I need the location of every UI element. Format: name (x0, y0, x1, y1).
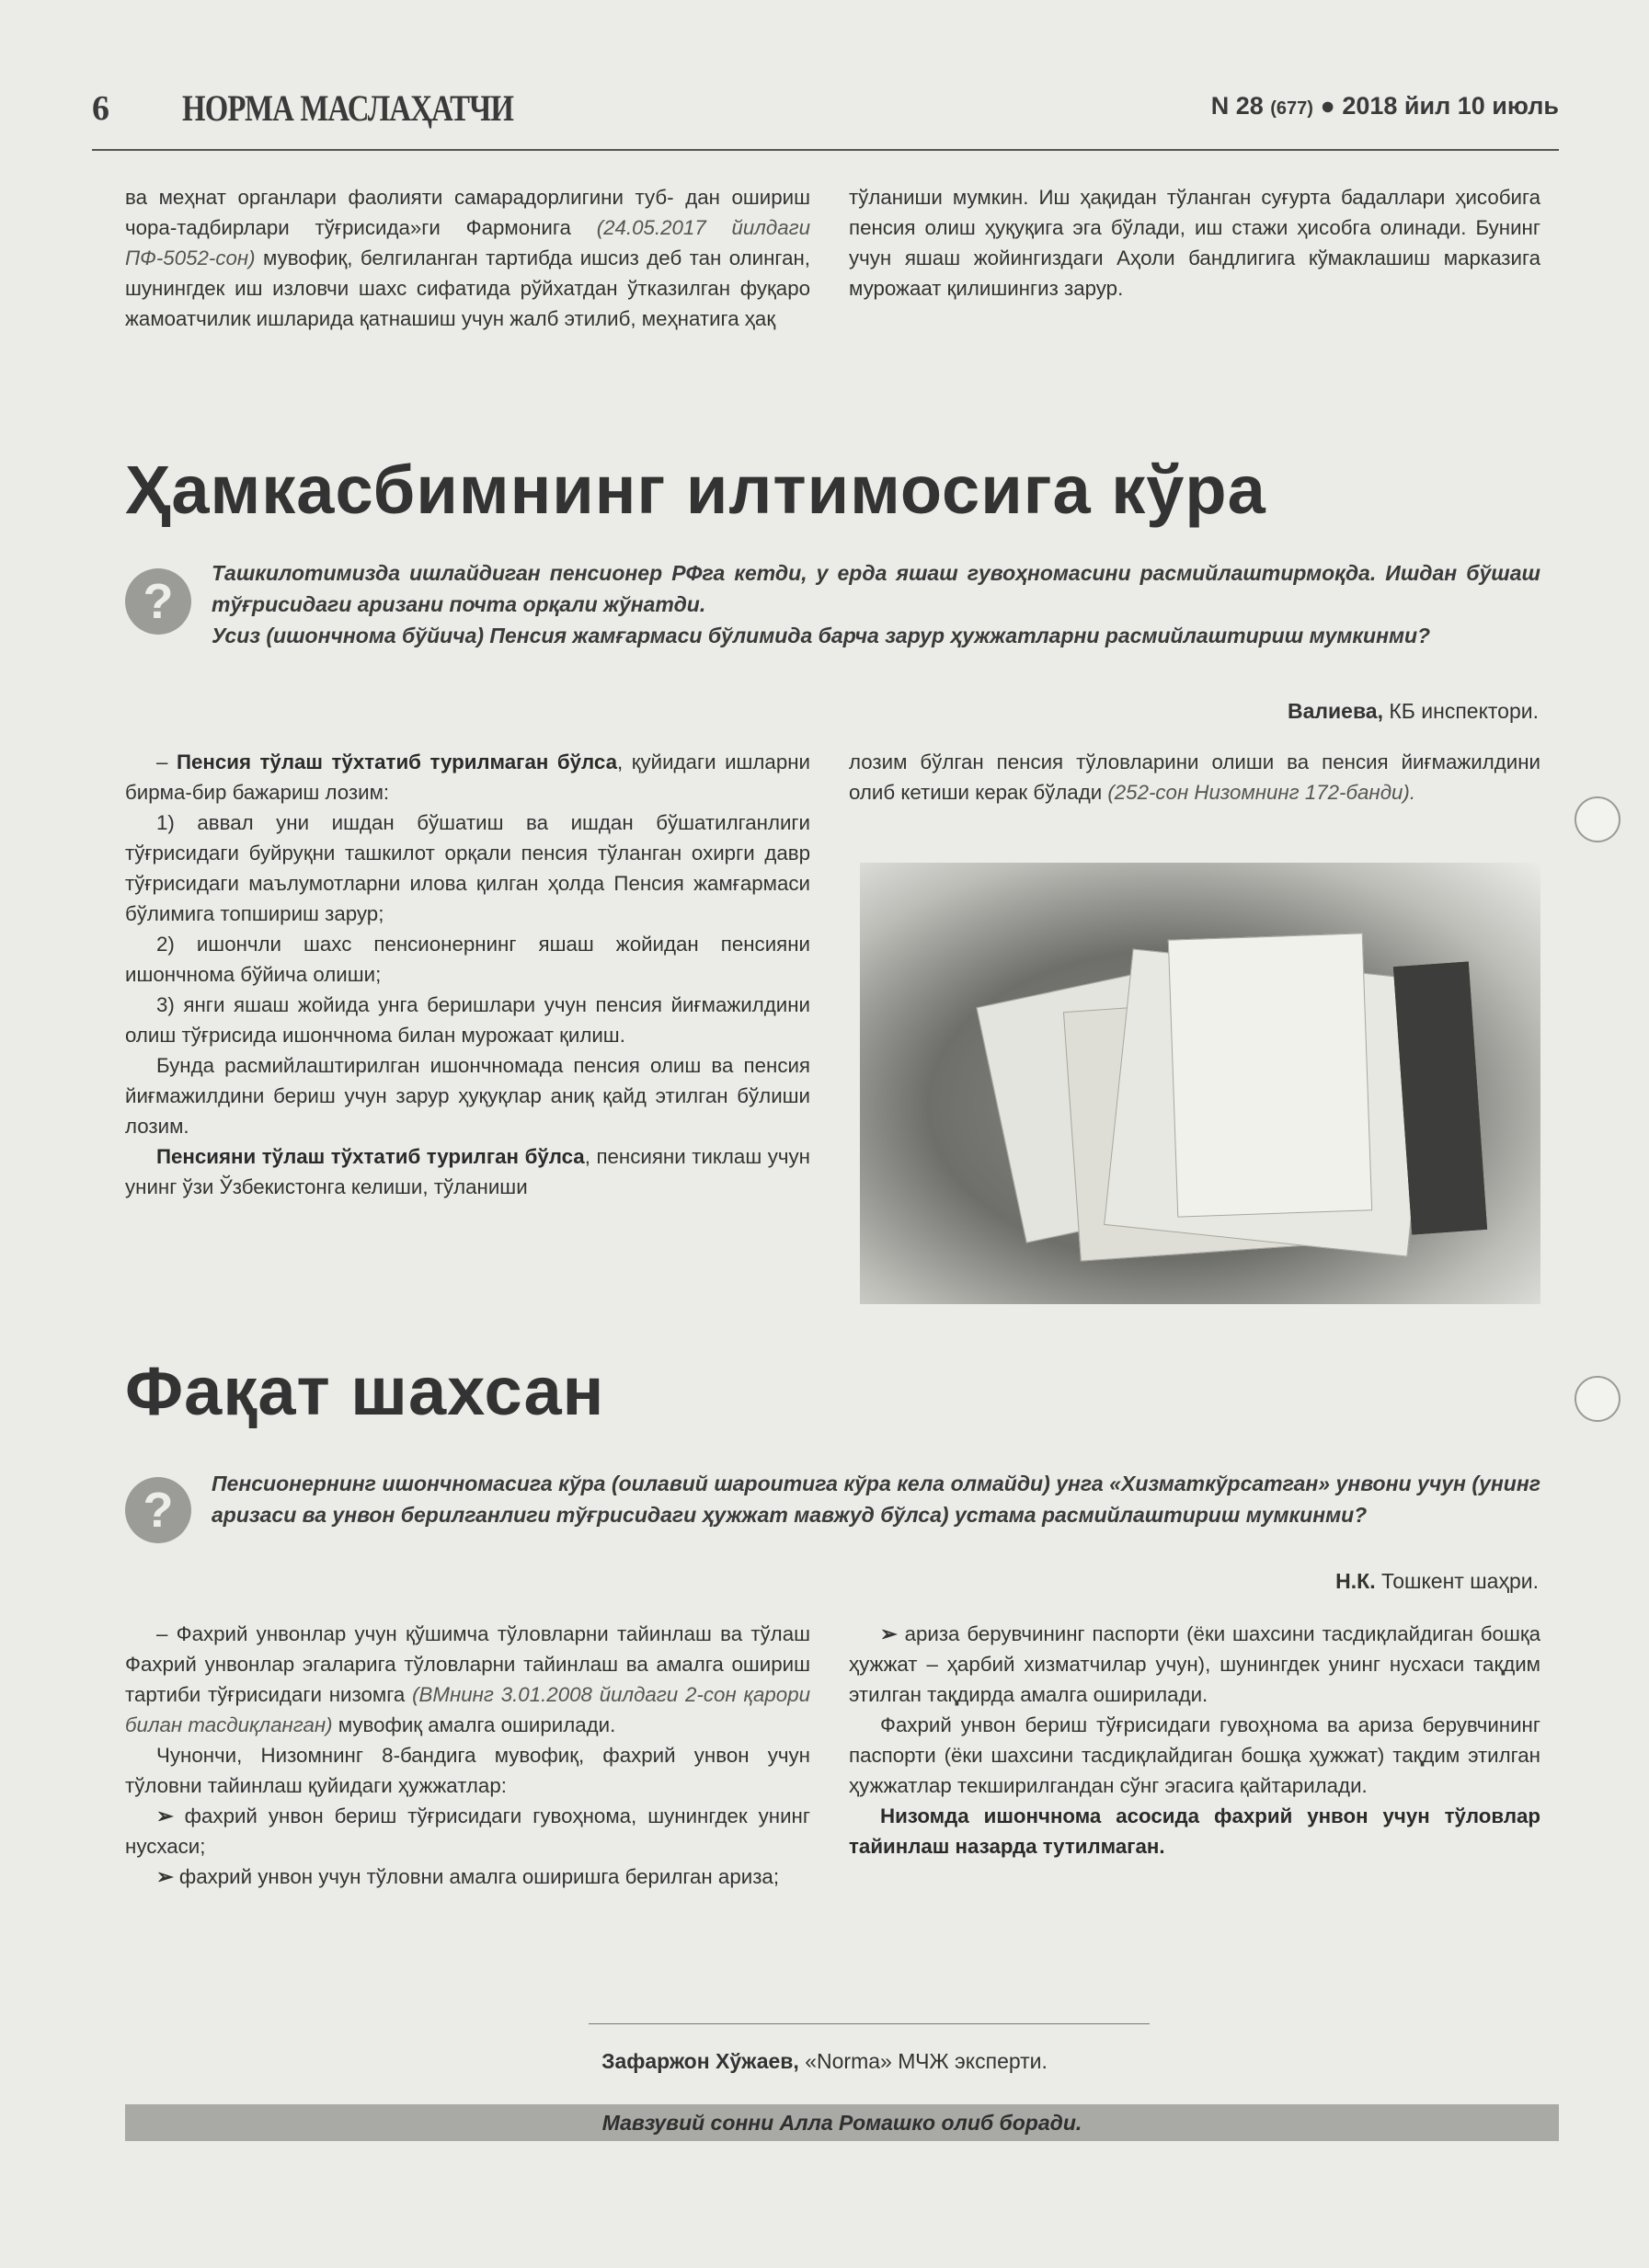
issue-number: N 28 (1210, 92, 1264, 120)
page-number: 6 (92, 89, 109, 128)
arrow-bullet-icon: ➢ (156, 1865, 174, 1888)
answer-p3-bold: Пенсияни тўлаш тўхтатиб турилган бўлса (156, 1145, 585, 1168)
section1-asker (1288, 699, 1539, 724)
intro-column-2 (849, 182, 1540, 304)
s2-col2-p2: Фахрий унвон бериш тўғрисидаги гувоҳнома ва ариза берувчининг паспорти (ёки шахсини тасдиқлайдиган бошқа ҳужжат) тақдим этилган ҳужжатлар текширилгандан сўнг эгасига қайтарилади. (849, 1713, 1540, 1797)
section1-question-p2: Усиз (ишончнома бўйича) Пенсия жамғармаси бўлимида барча зарур ҳужжатларни расмийлаштириш мумкинми? (212, 624, 1431, 647)
section1-answer-column-1 (125, 747, 810, 1202)
section1-heading: Ҳамкасбимнинг илтимосига кўра (125, 452, 1266, 528)
s2-bullet-1: фахрий унвон бериш тўғрисидаги гувоҳнома, шунингдек унинг нусхаси; (125, 1804, 810, 1858)
issue-total: (677) (1270, 98, 1313, 119)
s2-bullet-3: ариза берувчининг паспорти (ёки шахсини тасдиқлайдиган бошқа ҳужжат – ҳарбий хизматчилар учун), шунингдек унинг нусхаси тақдим этилган тақдирда амалга оширилади. (849, 1622, 1540, 1706)
section2-asker-name: Н.К. (1335, 1569, 1376, 1593)
answer-lead-bold: Пенсия тўлаш тўхтатиб турилмаган бўлса (176, 750, 617, 773)
s2-answer-ref: (ВМнинг 3.01.2008 йилдаги 2-сон қарори билан тасдиқланган) (125, 1683, 811, 1736)
header-rule (92, 149, 1559, 151)
answer-col2-text: лозим бўлган пенсия тўловларини олиши ва пенсия йиғмажилдини олиб кетиши керак бўлади (849, 750, 1540, 804)
answer-col2-ref: (252-сон Низомнинг 172-банди). (1107, 781, 1416, 804)
documents-photo (860, 863, 1540, 1304)
answer-dash: – (156, 750, 177, 773)
section1-question-p1: Ташкилотимизда ишлайдиган пенсионер РФга кетди, у ерда яшаш гувоҳномасини расмийлаштирмоқда. Ишдан бўшаш тўғрисидаги аризани почта орқали жўнатди. (212, 561, 1540, 616)
author-role: «Norma» МЧЖ эксперти. (798, 2049, 1048, 2073)
issue-bullet: ● (1320, 92, 1335, 120)
intro-line-1: ва меҳнат органлари фаолияти самарадорлигини туб- (125, 186, 674, 209)
issue-info (1211, 92, 1559, 120)
arrow-bullet-icon: ➢ (156, 1804, 174, 1827)
section2-heading: Фақат шахсан (125, 1353, 605, 1429)
intro-decree-ref: (24.05.2017 йилдаги ПФ-5052-сон) (125, 216, 811, 269)
intro-text-rest: мувофиқ, белгиланган тартибда ишсиз деб тан олинган, шунингдек иш изловчи шахс сифатида рўйхатдан ўтказилган фуқаро жамоатчилик ишларида қатнашиш учун жалб этилиб, меҳнатига ҳақ (125, 246, 810, 330)
answer-lead-rest: , қуйидаги ишларни бирма-бир бажариш лозим: (125, 750, 810, 804)
publication-title: НОРМА МАСЛАҲАТЧИ (182, 87, 514, 129)
intro-column-1 (125, 182, 810, 334)
section2-asker (1335, 1569, 1539, 1594)
s2-bullet-2: фахрий унвон учун тўловни амалга оширишга берилган ариза; (173, 1865, 780, 1888)
answer-item-2: 2) ишончли шахс пенсионернинг яшаш жойидан пенсияни ишончнома бўйича олиши; (125, 933, 810, 986)
section1-question (125, 557, 1540, 651)
section1-asker-name: Валиева, (1288, 699, 1383, 723)
section1-answer-column-2 (849, 747, 1540, 808)
s2-answer-p2: Чунончи, Низомнинг 8-бандига мувофиқ, фахрий унвон учун тўловни тайинлаш қуйидаги ҳужжатлар: (125, 1744, 810, 1797)
s2-col2-p3-bold: Низомда ишончнома асосида фахрий унвон учун тўловлар тайинлаш назарда тутилмаган. (849, 1804, 1540, 1858)
question-mark-icon: ? (125, 1477, 191, 1543)
editor-band: Мавзувий сонни Алла Ромашко олиб боради. (125, 2104, 1559, 2141)
question-mark-icon: ? (125, 568, 191, 635)
issue-date: 2018 йил 10 июль (1342, 92, 1559, 120)
arrow-bullet-icon: ➢ (880, 1622, 898, 1645)
binder-hole-icon (1575, 796, 1620, 842)
s2-answer-p1-rest: мувофиқ амалга оширилади. (332, 1713, 616, 1736)
intro-line-2: дан ошириш чора-тадбирлари тўғрисида»ги Фармонига (125, 186, 811, 239)
section1-asker-role: КБ инспектори. (1383, 699, 1539, 723)
answer-item-1: 1) аввал уни ишдан бўшатиш ва ишдан бўшатилганлиги тўғрисидаги буйруқни ташкилот орқали пенсия тўланган охирги давр тўғрисидаги маълумотларни илова қилган ҳолда Пенсия жамғармаси бўлимига топшириш зарур; (125, 811, 810, 925)
section2-asker-role: Тошкент шаҳри. (1375, 1569, 1539, 1593)
footer-rule (589, 2023, 1150, 2024)
answer-paragraph-2: Бунда расмийлаштирилган ишончномада пенсия олиш ва пенсия йиғмажилдини бериш учун зарур ҳуқуқлар аниқ қайд этилган бўлиши лозим. (125, 1054, 810, 1138)
author-name: Зафаржон Хўжаев, (601, 2049, 799, 2073)
intro-col2-text: тўланиши мумкин. Иш ҳақидан тўланган суғурта бадаллари ҳисобига пенсия олиш ҳуқуқига эга бўлади, иш стажи ҳисобга олинади. Бунинг учун яшаш жойингиздаги Аҳоли бандлигига кўмаклашиш марказига мурожаат қилишингиз зарур. (849, 186, 1540, 300)
s2-answer-p1: – Фахрий унвонлар учун қўшимча тўловларни тайинлаш ва тўлаш Фахрий унвонлар эгаларига тўловларни тайинлаш ва амалга ошириш тартиби тўғрисидаги низомга (125, 1622, 810, 1706)
binder-hole-icon (1575, 1376, 1620, 1422)
section2-answer-column-1 (125, 1619, 810, 1892)
answer-p3-rest: , пенсияни тиклаш учун унинг ўзи Ўзбекистонга келиши, тўланиши (125, 1145, 810, 1198)
author-line (0, 2049, 1649, 2074)
answer-item-3: 3) янги яшаш жойида унга беришлари учун пенсия йиғмажилдини олиш тўғрисида ишончнома билан мурожаат қилиш. (125, 993, 810, 1047)
section2-answer-column-2 (849, 1619, 1540, 1861)
section2-question: Пенсионернинг ишончномасига кўра (оилавий шароитига кўра кела олмайди) унга «Хизматкўрсатган» унвони учун (унинг аризаси ва унвон берилганлиги тўғрисидаги ҳужжат мавжуд бўлса) устама расмийлаштириш мумкинми? (212, 1472, 1540, 1527)
